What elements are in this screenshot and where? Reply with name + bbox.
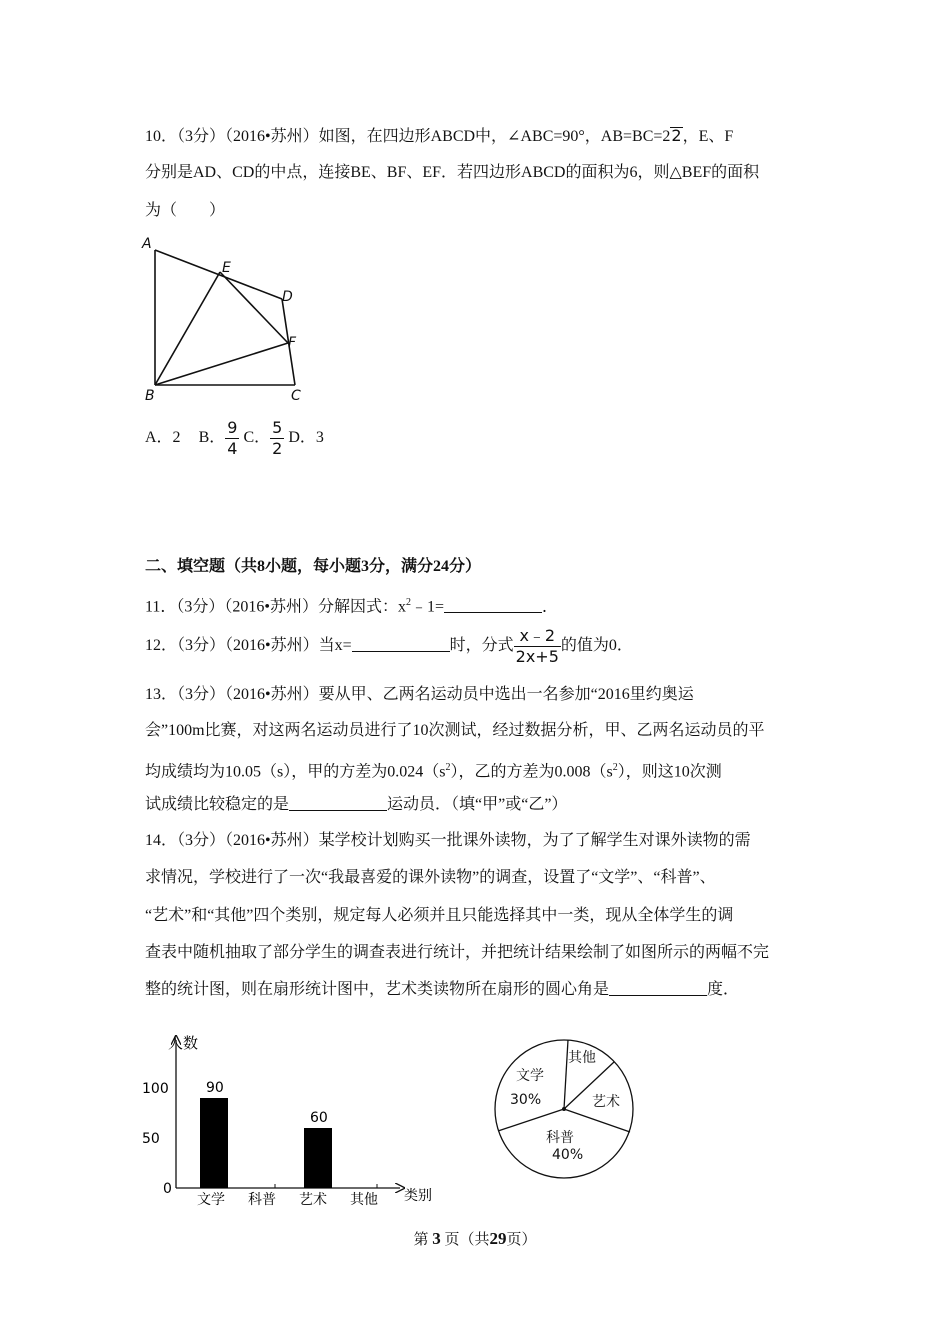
option-a: A．2	[145, 429, 181, 447]
answer-blank	[352, 635, 450, 652]
label-D: D	[282, 289, 293, 305]
x-axis-label: 类别	[404, 1188, 432, 1204]
q14-line2: 求情况，学校进行了一次“我最喜爱的课外读物”的调查，设置了“文学”、“科普”、	[145, 869, 716, 886]
bar-chart	[138, 1030, 448, 1215]
page-footer: 第 3 页（共29页）	[413, 1229, 537, 1248]
bar-data-label: 60	[310, 1110, 328, 1126]
q14-line1: 14．（3分）（2016•苏州）某学校计划购买一批课外读物，为了了解学生对课外读物的需	[145, 832, 751, 849]
label-B: B	[145, 388, 155, 404]
q12: 12．（3分）（2016•苏州）当x= 时，分式 $\frac{x﹣2}{2x+5}$ 的值为0．	[145, 625, 633, 666]
answer-blank	[444, 596, 542, 613]
label-C: C	[291, 388, 301, 404]
label-F: F	[288, 335, 297, 351]
q10-line2: 分别是AD、CD的中点，连接BE、BF、EF．若四边形ABCD的面积为6，则△BEF的面积	[145, 164, 760, 181]
sqrt-2: 2	[671, 126, 682, 145]
option-b: B． $\frac{9}{4}$	[198, 418, 238, 458]
y-axis-label: 人数	[168, 1034, 199, 1052]
q10-options	[145, 418, 324, 459]
y-tick-label: 50	[142, 1131, 160, 1147]
q11: 11．（3分）（2016•苏州）分解因式：$x^2﹣1=$ ．	[145, 597, 559, 616]
fraction: $\frac{x﹣2}{2x+5}$	[515, 625, 559, 666]
q13-line1: 13．（3分）（2016•苏州）要从甲、乙两名运动员中选出一名参加“2016里约奥运	[145, 686, 694, 703]
pie-slice-label-science: 科普	[546, 1130, 574, 1146]
q10-line3: 为（ ）	[145, 202, 226, 219]
pie-slice-pct-literature: 30%	[510, 1092, 542, 1108]
label-E: E	[222, 260, 231, 276]
label-A: A	[142, 236, 152, 252]
bar-2	[304, 1128, 332, 1188]
x-tick-label: 其他	[350, 1192, 378, 1208]
section-heading: 二、填空题（共8小题，每小题3分，满分24分）	[145, 558, 482, 575]
q13-line2: 会”100m比赛，对这两名运动员进行了10次测试，经过数据分析，甲、乙两名运动员的平	[145, 722, 765, 739]
x-tick-label: 艺术	[299, 1192, 327, 1208]
option-d: D．3	[288, 429, 324, 447]
q13-line4: 试成绩比较稳定的是 运动员．（填“甲”或“乙”）	[145, 796, 568, 813]
q10-line1: 10．（3分）（2016•苏州）如图，在四边形ABCD中，∠ABC=90°，AB=BC=22，E、F	[145, 126, 734, 145]
q13-line3: 均成绩均为10.05（s），甲的方差为$0.024(s^2)$，乙的方差为$0.008(s^2)$，则这10次测	[145, 762, 722, 781]
y-tick-label: 0	[163, 1181, 172, 1197]
quadrilateral-figure	[138, 232, 318, 407]
answer-blank	[609, 979, 707, 996]
q14-line5: 整的统计图，则在扇形统计图中，艺术类读物所在扇形的圆心角是 度．	[145, 981, 740, 998]
bar-data-label: 90	[206, 1080, 224, 1096]
x-tick-label: 科普	[248, 1192, 276, 1208]
answer-blank	[289, 794, 387, 811]
pie-slice-label-art: 艺术	[592, 1094, 620, 1110]
option-c: C． $\frac{5}{2}$	[243, 418, 283, 458]
q14-line4: 查表中随机抽取了部分学生的调查表进行统计，并把统计结果绘制了如图所示的两幅不完	[145, 944, 770, 961]
pie-slice-label-literature: 文学	[516, 1068, 544, 1084]
x-tick-label: 文学	[197, 1192, 225, 1208]
pie-slice-pct-science: 40%	[552, 1147, 584, 1163]
pie-slice-label-other: 其他	[568, 1050, 596, 1066]
q14-line3: “艺术”和“其他”四个类别，规定每人必须并且只能选择其中一类，现从全体学生的调	[145, 907, 734, 924]
y-tick-label: 100	[142, 1081, 169, 1097]
bar-0	[200, 1098, 228, 1188]
pie-chart	[488, 1038, 638, 1188]
